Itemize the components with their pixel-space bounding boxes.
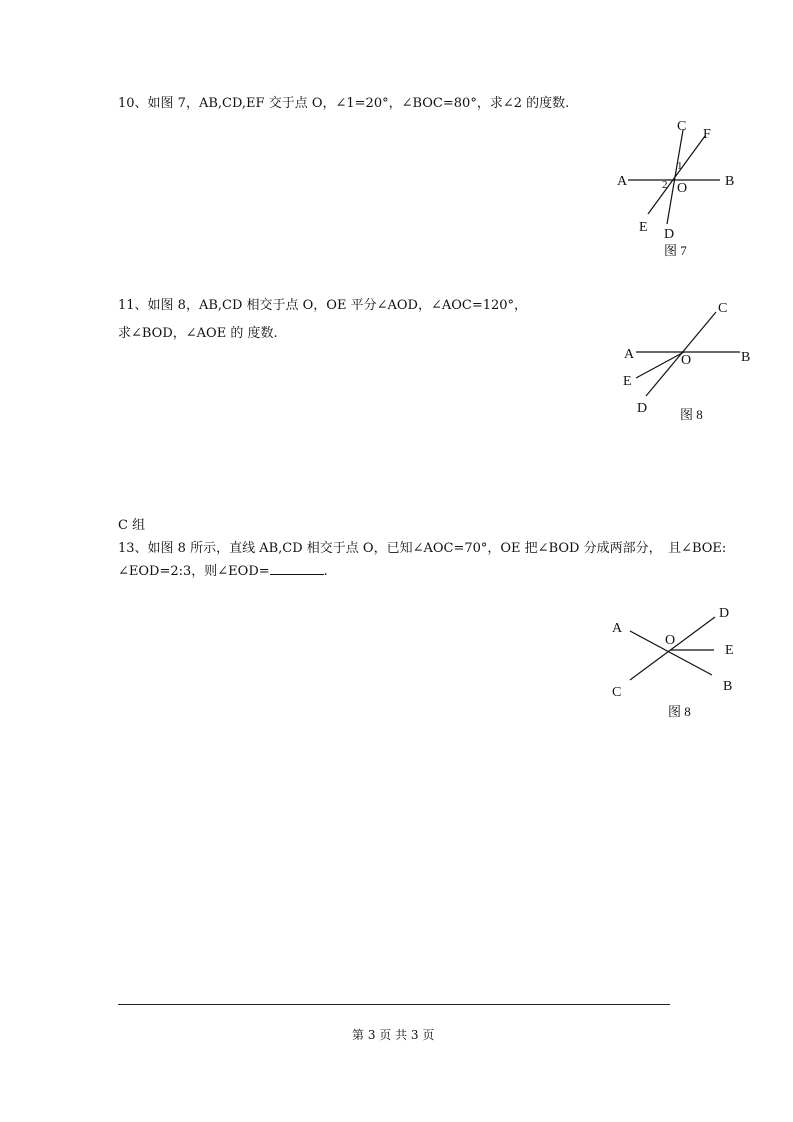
label-c: C — [612, 685, 622, 700]
line-ef — [648, 136, 705, 214]
figure-8-q11 — [610, 292, 760, 432]
label-a: A — [624, 347, 635, 362]
label-b: B — [723, 679, 733, 694]
label-o: O — [681, 353, 692, 368]
figure-8-caption: 图 8 — [680, 407, 703, 422]
label-b: B — [741, 350, 751, 365]
label-d: D — [664, 227, 675, 242]
label-b: B — [725, 174, 735, 189]
label-e: E — [639, 220, 648, 235]
line-oe — [636, 352, 684, 378]
label-a: A — [617, 174, 628, 189]
label-e: E — [725, 643, 734, 658]
q13-line2-text: ∠EOD=2:3，则∠EOD= — [118, 564, 270, 579]
angle-1-label: 1 — [677, 160, 683, 172]
q13-line1: 13、如图 8 所示，直线 AB,CD 相交于点 O，已知∠AOC=70°，OE 把∠BOD 分成两部分， 且∠BOE: — [118, 541, 727, 556]
label-f: F — [703, 127, 711, 142]
figure-7-caption: 图 7 — [664, 243, 687, 258]
line-cd — [630, 617, 715, 680]
answer-blank — [270, 562, 324, 575]
footer-rule — [118, 1004, 670, 1005]
label-c: C — [718, 301, 728, 316]
group-c-label: C 组 — [118, 518, 146, 533]
figure-8-caption: 图 8 — [668, 704, 691, 719]
label-e: E — [623, 374, 632, 389]
page-number: 第 3 页 共 3 页 — [352, 1028, 435, 1042]
figure-8-q13 — [600, 595, 750, 725]
figure-7 — [600, 110, 750, 260]
label-d: D — [719, 606, 730, 621]
q11-line1: 11、如图 8，AB,CD 相交于点 O，OE 平分∠AOD，∠AOC=120°， — [118, 298, 528, 313]
q11-line2: 求∠BOD，∠AOE 的 度数. — [118, 326, 278, 341]
q13-line2-end: . — [323, 564, 328, 579]
label-a: A — [612, 621, 623, 636]
label-d: D — [637, 401, 648, 416]
angle-2-label: 2 — [662, 179, 668, 191]
label-c: C — [677, 119, 687, 134]
label-o: O — [665, 633, 676, 648]
q10-text: 10、如图 7，AB,CD,EF 交于点 O，∠1=20°，∠BOC=80°，求∠2 的度数. — [118, 96, 570, 111]
label-o: O — [677, 181, 688, 196]
q13-line2 — [118, 562, 328, 580]
